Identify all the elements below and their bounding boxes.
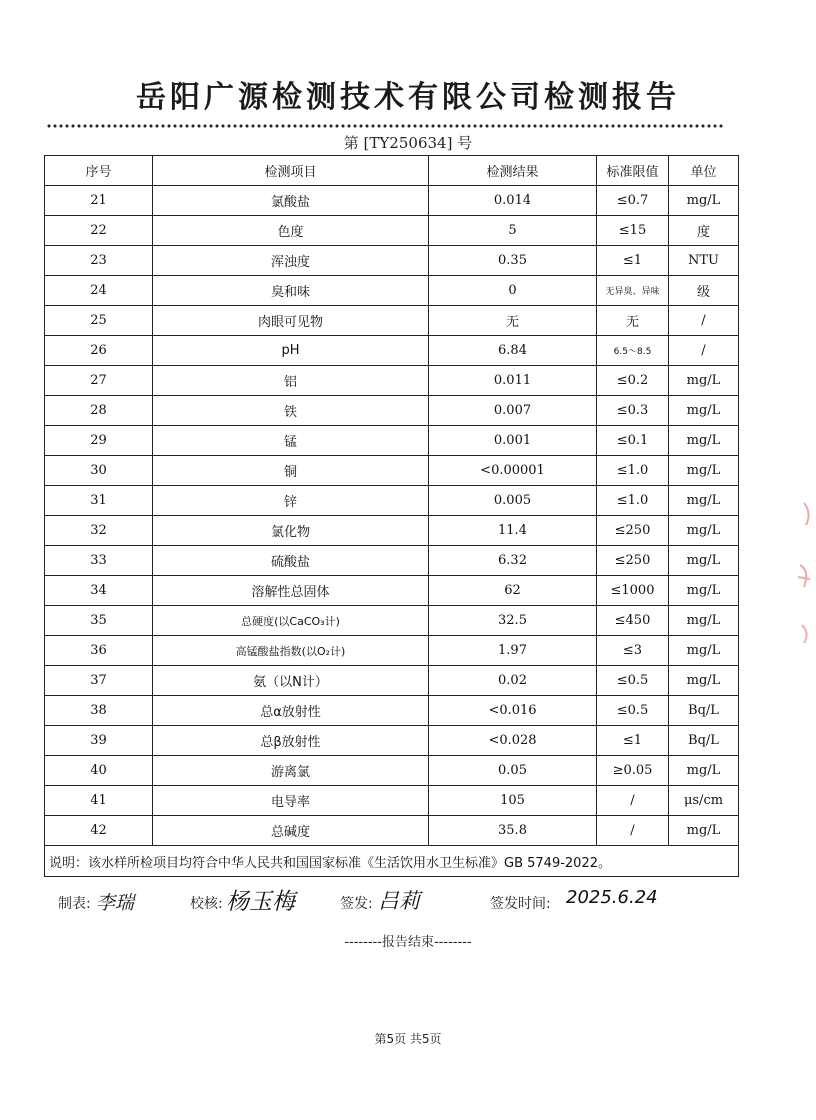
cell-item: 游离氯 [153, 756, 429, 786]
date-label: 签发时间: [490, 896, 551, 912]
cell-unit: mg/L [669, 636, 739, 666]
cell-unit: Bq/L [669, 696, 739, 726]
report-title: 岳阳广源检测技术有限公司检测报告 [136, 80, 680, 115]
table-row [45, 396, 739, 426]
cell-result: <0.028 [429, 726, 597, 756]
table-row [45, 696, 739, 726]
cell-no: 36 [45, 636, 153, 666]
cell-item: 色度 [153, 216, 429, 246]
header-item: 检测项目 [153, 156, 429, 186]
cell-limit: 6.5～8.5 [597, 336, 669, 366]
cell-limit: / [597, 786, 669, 816]
cell-unit: mg/L [669, 666, 739, 696]
cell-no: 26 [45, 336, 153, 366]
cell-limit: / [597, 816, 669, 846]
table-row [45, 516, 739, 546]
table-row [45, 366, 739, 396]
table-row [45, 486, 739, 516]
cell-result: 32.5 [429, 606, 597, 636]
table-body [45, 186, 739, 846]
cell-item: 臭和味 [153, 276, 429, 306]
cell-result: 35.8 [429, 816, 597, 846]
cell-no: 29 [45, 426, 153, 456]
cell-unit: mg/L [669, 606, 739, 636]
prepared-label: 制表: [58, 896, 91, 912]
cell-no: 28 [45, 396, 153, 426]
table-row [45, 726, 739, 756]
table-row [45, 756, 739, 786]
page-number: 第5页 共5页 [374, 1032, 442, 1046]
cell-item: 氯化物 [153, 516, 429, 546]
cell-no: 27 [45, 366, 153, 396]
cell-limit: ≤0.5 [597, 666, 669, 696]
cell-no: 23 [45, 246, 153, 276]
cell-limit: ≤3 [597, 636, 669, 666]
cell-no: 22 [45, 216, 153, 246]
cell-no: 30 [45, 456, 153, 486]
cell-unit: / [669, 306, 739, 336]
cell-item: 总碱度 [153, 816, 429, 846]
cell-result: 0.02 [429, 666, 597, 696]
cell-limit: ≤1.0 [597, 456, 669, 486]
cell-result: 0 [429, 276, 597, 306]
approved-signature: 吕莉 [378, 889, 420, 913]
seal-stamp-edge [790, 495, 816, 655]
cell-result: 无 [429, 306, 597, 336]
cell-unit: mg/L [669, 426, 739, 456]
cell-no: 40 [45, 756, 153, 786]
cell-result: 11.4 [429, 516, 597, 546]
cell-no: 37 [45, 666, 153, 696]
cell-limit: ≤0.3 [597, 396, 669, 426]
table-header-row [45, 156, 739, 186]
table-row [45, 456, 739, 486]
cell-result: 6.84 [429, 336, 597, 366]
cell-limit: ≤250 [597, 546, 669, 576]
approved-label: 签发: [340, 896, 373, 912]
table-row [45, 576, 739, 606]
header-no: 序号 [45, 156, 153, 186]
cell-no: 39 [45, 726, 153, 756]
note-row [45, 846, 739, 877]
header-result: 检测结果 [429, 156, 597, 186]
cell-no: 41 [45, 786, 153, 816]
cell-no: 35 [45, 606, 153, 636]
table-row [45, 276, 739, 306]
date-signature: 2025.6.24 [566, 887, 658, 908]
cell-item: 高锰酸盐指数(以O₂计) [153, 636, 429, 666]
cell-unit: NTU [669, 246, 739, 276]
cell-result: 1.97 [429, 636, 597, 666]
conclusion-note: 说明：该水样所检项目均符合中华人民共和国国家标准《生活饮用水卫生标准》GB 5749-2022。 [45, 846, 739, 877]
cell-limit: ≤0.2 [597, 366, 669, 396]
cell-unit: mg/L [669, 486, 739, 516]
prepared-signature: 李瑞 [96, 892, 135, 914]
cell-item: 铜 [153, 456, 429, 486]
cell-unit: mg/L [669, 816, 739, 846]
cell-unit: mg/L [669, 546, 739, 576]
cell-no: 33 [45, 546, 153, 576]
cell-result: 0.007 [429, 396, 597, 426]
table-row [45, 246, 739, 276]
cell-no: 32 [45, 516, 153, 546]
cell-result: 0.014 [429, 186, 597, 216]
cell-result: <0.016 [429, 696, 597, 726]
cell-unit: mg/L [669, 576, 739, 606]
table-row [45, 336, 739, 366]
cell-result: 0.05 [429, 756, 597, 786]
cell-item: 溶解性总固体 [153, 576, 429, 606]
cell-result: 0.001 [429, 426, 597, 456]
cell-result: <0.00001 [429, 456, 597, 486]
table-row [45, 636, 739, 666]
cell-unit: Bq/L [669, 726, 739, 756]
cell-unit: mg/L [669, 456, 739, 486]
cell-no: 24 [45, 276, 153, 306]
table-row [45, 216, 739, 246]
cell-item: 氯酸盐 [153, 186, 429, 216]
table-row [45, 786, 739, 816]
cell-no: 42 [45, 816, 153, 846]
cell-no: 31 [45, 486, 153, 516]
cell-limit: ≤450 [597, 606, 669, 636]
cell-limit: ≤0.7 [597, 186, 669, 216]
cell-limit: ≤0.5 [597, 696, 669, 726]
dotted-divider [46, 124, 724, 128]
cell-item: 铝 [153, 366, 429, 396]
cell-unit: mg/L [669, 186, 739, 216]
header-limit: 标准限值 [597, 156, 669, 186]
cell-item: 浑浊度 [153, 246, 429, 276]
cell-no: 34 [45, 576, 153, 606]
cell-item: 锌 [153, 486, 429, 516]
cell-limit: ≤1 [597, 726, 669, 756]
cell-item: 铁 [153, 396, 429, 426]
reviewed-signature: 杨玉梅 [226, 889, 295, 915]
cell-limit: 无异臭、异味 [597, 276, 669, 306]
cell-result: 0.005 [429, 486, 597, 516]
table-row [45, 426, 739, 456]
cell-result: 6.32 [429, 546, 597, 576]
cell-result: 0.011 [429, 366, 597, 396]
results-table [44, 155, 739, 877]
cell-limit: ≤1000 [597, 576, 669, 606]
report-end-line: --------报告结束-------- [344, 935, 472, 950]
cell-item: 总硬度(以CaCO₃计) [153, 606, 429, 636]
table-row [45, 816, 739, 846]
cell-limit: ≤1 [597, 246, 669, 276]
reviewed-label: 校核: [190, 896, 223, 912]
cell-item: pH [153, 336, 429, 366]
cell-limit: ≤250 [597, 516, 669, 546]
table-row [45, 606, 739, 636]
cell-item: 电导率 [153, 786, 429, 816]
cell-item: 硫酸盐 [153, 546, 429, 576]
cell-limit: ≥0.05 [597, 756, 669, 786]
header-unit: 单位 [669, 156, 739, 186]
cell-unit: mg/L [669, 366, 739, 396]
table-row [45, 186, 739, 216]
table-row [45, 306, 739, 336]
cell-limit: ≤15 [597, 216, 669, 246]
cell-no: 38 [45, 696, 153, 726]
cell-limit: 无 [597, 306, 669, 336]
cell-item: 总α放射性 [153, 696, 429, 726]
cell-unit: 度 [669, 216, 739, 246]
report-number: 第 [TY250634] 号 [343, 134, 473, 152]
cell-no: 25 [45, 306, 153, 336]
cell-unit: mg/L [669, 756, 739, 786]
cell-item: 锰 [153, 426, 429, 456]
cell-unit: mg/L [669, 516, 739, 546]
cell-result: 5 [429, 216, 597, 246]
cell-unit: / [669, 336, 739, 366]
cell-result: 62 [429, 576, 597, 606]
cell-result: 105 [429, 786, 597, 816]
cell-result: 0.35 [429, 246, 597, 276]
cell-unit: mg/L [669, 396, 739, 426]
cell-limit: ≤0.1 [597, 426, 669, 456]
table-row [45, 546, 739, 576]
cell-item: 总β放射性 [153, 726, 429, 756]
cell-item: 肉眼可见物 [153, 306, 429, 336]
cell-no: 21 [45, 186, 153, 216]
table-row [45, 666, 739, 696]
cell-unit: 级 [669, 276, 739, 306]
cell-limit: ≤1.0 [597, 486, 669, 516]
cell-unit: μs/cm [669, 786, 739, 816]
cell-item: 氨（以N计） [153, 666, 429, 696]
